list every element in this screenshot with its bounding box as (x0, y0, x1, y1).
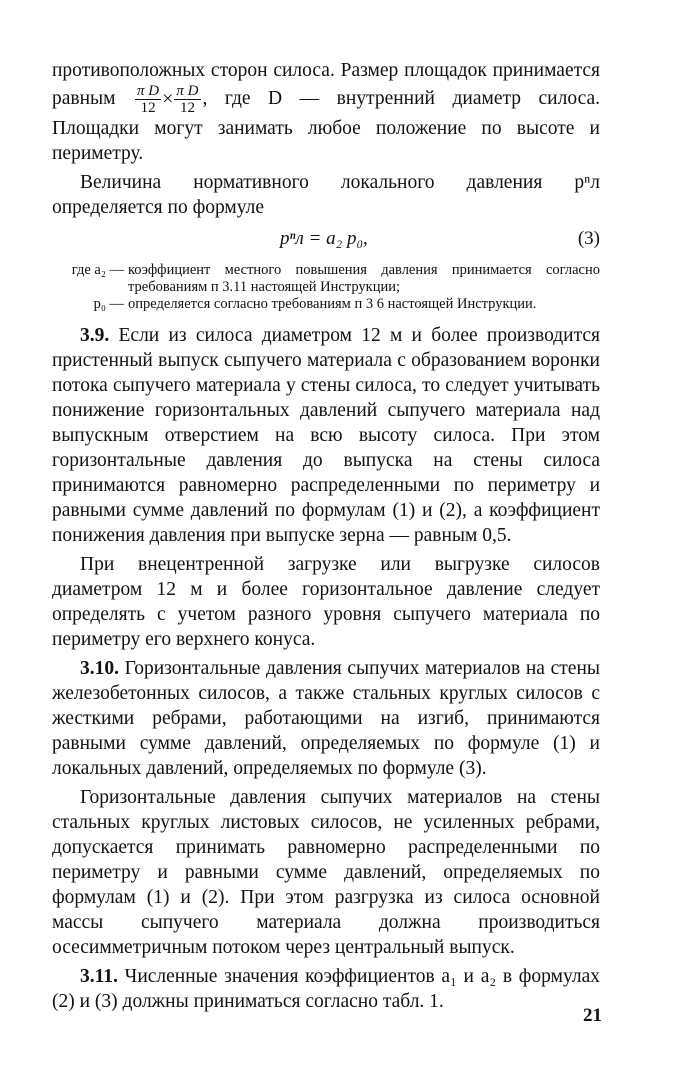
paragraph-platform-size (52, 58, 600, 166)
fraction-numerator: π D (176, 83, 199, 99)
times-sign: × (162, 88, 174, 110)
text-segment: , где D — внутренний диаметр силоса. Площадки могут занимать любое положение по высоте и периметру. (52, 87, 601, 164)
fraction-numerator: π D (137, 83, 160, 99)
fraction (135, 83, 161, 116)
text-segment: противоположных сторон силоса. Размер площадок принимается равным (52, 60, 600, 109)
legend-definition: коэффициент местного повышения давления принимается согласно требованиям п 3.11 настоящей Инструкции; (128, 262, 600, 295)
legend-row (52, 262, 600, 296)
fraction-denominator: 12 (179, 100, 195, 116)
legend-symbol: где a₂ — (71, 262, 124, 278)
section-number: 3.9. (80, 325, 110, 346)
section-text: Численные значения коэффициентов a₁ и a₂ в формулах (2) и (3) должны приниматься согласно табл. 1. (52, 966, 600, 1012)
section-text: Горизонтальные давления сыпучих материалов на стены железобетонных силосов, а также стальных круглых силосов с жесткими ребрами, работающими на изгиб, принимаются равными сумме давлений, определяемых по формуле (1) и локальных давлений, определяемых по формуле (3). (52, 658, 600, 779)
legend-definition: определяется согласно требованиям п 3 6 настоящей Инструкции. (128, 296, 537, 312)
section-text: Если из силоса диаметром 12 м и более производится пристенный выпуск сыпучего материала с образованием воронки потока сыпучего материала у стены силоса, то следует учитывать понижение горизонтальных давлений сыпучего материала над выпускным отверстием на всю высоту силоса. При этом горизонтальные давления до выпуска на стены силоса принимаются равномерно распределенными по периметру и равными сумме давлений по формулам (1) и (2), а коэффициент понижения давления при выпуске зерна — равным 0,5. (52, 325, 600, 546)
page-body (52, 58, 600, 1014)
fraction-denominator: 12 (140, 100, 156, 116)
equation-number: (3) (577, 228, 600, 249)
section-3-11 (52, 964, 600, 1014)
section-3-9 (52, 323, 600, 548)
legend-symbol: p₀ — (93, 296, 124, 312)
inline-formula-area (135, 83, 201, 116)
paragraph-local-pressure: Величина нормативного локального давления pⁿл определяется по формуле (52, 172, 600, 218)
section-number: 3.10. (80, 658, 119, 679)
paragraph-steel-silos: Горизонтальные давления сыпучих материалов на стены стальных круглых листовых силосов, не усиленных ребрами, допускается принимать равномерно распределенными по периметру и равными сумме давлений, определяемых по формулам (1) и (2). При этом разгрузка из силоса основной массы сыпучего материала должна производиться осесимметричным потоком через центральный выпуск. (52, 787, 600, 958)
formula-expression: pⁿл = a₂ p₀, (280, 228, 368, 249)
formula-legend (52, 262, 600, 313)
section-number: 3.11. (80, 966, 118, 987)
section-3-10 (52, 656, 600, 781)
legend-row (52, 296, 600, 313)
formula-3 (52, 226, 600, 256)
page-number: 21 (583, 1005, 602, 1026)
paragraph-eccentric-loading: При внецентренной загрузке или выгрузке силосов диаметром 12 м и более горизонтальное давление следует определять с учетом разного уровня сыпучего материала по периметру его верхнего конуса. (52, 554, 600, 650)
fraction (174, 83, 200, 116)
